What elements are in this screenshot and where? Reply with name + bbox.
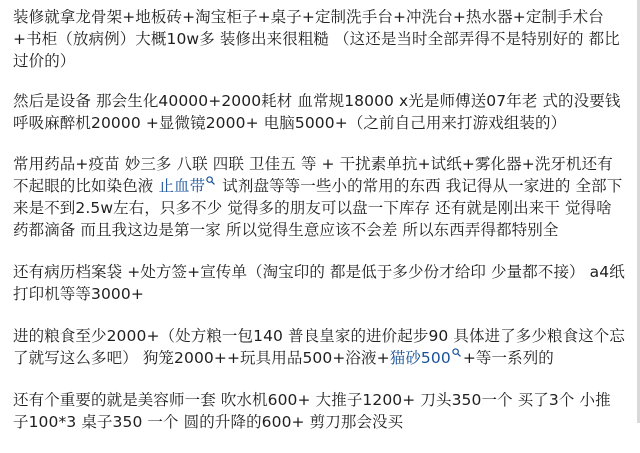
keyword-link-hemostatic-band[interactable] (158, 177, 217, 195)
paragraph-equipment: 然后是设备 那会生化40000+2000耗材 血常规18000 x光是师傅送07年老 式的没要钱 呼吸麻醉机20000 +显微镜2000+ 电脑5000+（之前自己用来打游戏组装的） (13, 92, 621, 132)
paragraph-stationery: 还有病历档案袋 +处方签+宣传单（淘宝印的 都是低于多少份才给印 少量都不接） a4纸 打印机等等3000+ (13, 263, 625, 303)
keyword-link-label: 猫砂500 (389, 349, 451, 367)
paragraph-grooming: 还有个重要的就是美容师一套 吹水机600+ 大推子1200+ 刀头350一个 买了3个 小推子100*3 桌子350 一个 圆的升降的600+ 剪刀那会没买 (13, 391, 611, 431)
paragraph-medicines-text-before: 常用药品+疫苗 妙三多 八联 四联 卫佳五 等 + 干扰素单抗+试纸+雾化器+洗牙机还有不起眼的比如染色液 (13, 155, 613, 195)
paragraph-food-text-before: 进的粮食至少2000+（处方粮一包140 普良皇家的进价起步90 具体进了多少粮食这个忘了就写这么多吧） 狗笼2000++玩具用品500+浴液+ (13, 327, 625, 367)
search-icon (452, 348, 461, 357)
keyword-link-cat-litter[interactable] (390, 349, 463, 367)
paragraph-food-text-after: +等一系列的 (462, 349, 554, 367)
paragraph-food-supplies (13, 325, 625, 369)
paragraph-medicines (13, 153, 625, 241)
article-body (13, 6, 625, 453)
paragraph-medicines-text-after: 试剂盘等等一些小的常用的东西 我记得从一家进的 全部下来是不到2.5w左右，只多不少 觉得多的朋友可以盘一下库存 还有就是刚出来干 觉得啥药都滴备 而且我这边是第一家 所以觉得生意应该不会差 所以东西弄得都特别全 (13, 177, 623, 239)
keyword-link-label: 止血带 (158, 177, 206, 195)
paragraph-renovation: 装修就拿龙骨架+地板砖+淘宝柜子+桌子+定制洗手台+冲洗台+热水器+定制手术台+书柜（放病例）大概10w多 装修出来很粗糙 （这还是当时全部弄得不是特别好的 都比过价的） (13, 8, 620, 70)
search-icon (206, 176, 215, 185)
